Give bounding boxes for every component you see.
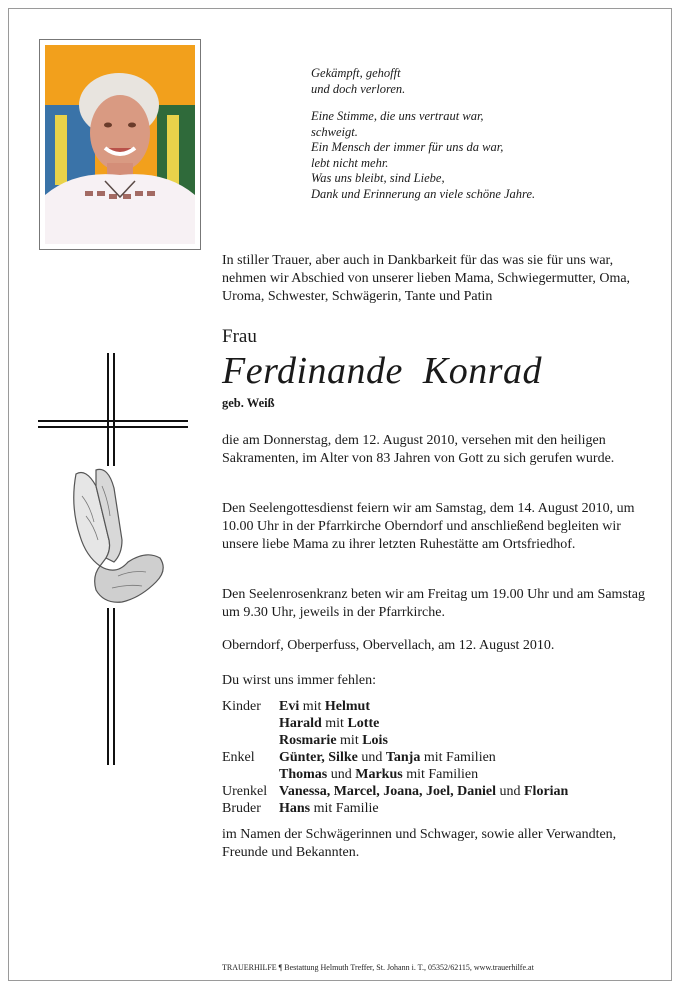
connector: mit — [423, 750, 443, 765]
poem-line: lebt nicht mehr. — [311, 155, 389, 170]
closing-paragraph: im Namen der Schwägerinnen und Schwager, sowie aller Verwandten, Freunde und Bekannten. — [222, 827, 617, 860]
great-grandchild-name: Florian — [524, 784, 569, 799]
death-paragraph: die am Donnerstag, dem 12. August 2010, versehen mit den heiligen Sakramenten, im Alter von 83 Jahren von Gott zu sich gerufen wurde. — [222, 433, 615, 466]
families-word: Familien — [446, 750, 496, 765]
partner-name: Helmut — [324, 699, 371, 714]
missing-line: Du wirst uns immer fehlen: — [222, 673, 376, 688]
service-paragraph: Den Seelengottesdienst feiern wir am Samstag, dem 14. August 2010, um 10.00 Uhr in der Pfarrkirche Oberndorf und anschließend begleiten wir unsere liebe Mama zu ihrer letzten Ruhestätte am Ortsfriedhof. — [222, 501, 635, 552]
poem-line: Ein Mensch der immer für uns da war, — [311, 140, 504, 154]
connector: mit — [313, 801, 333, 816]
great-grandchild-names: Vanessa, Marcel, Joana, Joel, Daniel — [279, 784, 496, 799]
partner-name: Lotte — [347, 716, 380, 731]
family-row — [222, 749, 568, 766]
grandchild-name: Thomas — [279, 767, 328, 782]
footer-brand: TRAUERHILFE — [222, 963, 277, 972]
connector: mit — [302, 699, 322, 714]
cross-horizontal-line — [38, 426, 188, 428]
footer-text: Bestattung Helmuth Treffer, St. Johann i. T., 05352/62115, www.trauerhilfe.at — [284, 963, 534, 972]
family-row — [222, 732, 568, 749]
child-name: Harald — [279, 716, 322, 731]
grandchild-name: Markus — [355, 767, 403, 782]
poem — [311, 66, 535, 214]
poem-line: Gekämpft, gehofft — [311, 66, 401, 80]
family-label: Urenkel — [222, 784, 268, 799]
poem-line: schweigt. — [311, 124, 358, 139]
connector: mit — [340, 733, 359, 748]
family-row — [222, 766, 568, 783]
poem-stanza-2 — [311, 109, 535, 202]
brother-name: Hans — [279, 801, 311, 816]
poem-line: Dank und Erinnerung an viele schöne Jahre. — [311, 186, 536, 201]
grandchild-names: Günter, Silke — [279, 750, 358, 765]
family-label: Kinder — [222, 699, 261, 714]
connector: mit — [406, 767, 425, 782]
family-row — [222, 783, 568, 800]
footer-logo-icon: ¶ — [278, 963, 283, 972]
connector: und — [330, 767, 352, 782]
child-name: Evi — [279, 699, 300, 714]
family-list — [222, 698, 568, 817]
family-word: Familie — [335, 801, 379, 816]
footer — [222, 963, 534, 972]
poem-line: Was uns bleibt, sind Liebe, — [311, 171, 445, 185]
family-row — [222, 715, 568, 732]
birth-name: geb. Weiß — [222, 396, 275, 410]
families-word: Familien — [428, 767, 479, 782]
partner-name: Lois — [362, 733, 388, 748]
connector: mit — [325, 716, 344, 731]
deceased-name: Ferdinande Konrad — [222, 350, 543, 392]
family-row — [222, 698, 568, 715]
poem-stanza-1 — [311, 66, 535, 97]
place-date: Oberndorf, Oberperfuss, Obervellach, am 12. August 2010. — [222, 638, 555, 653]
poem-line: und doch verloren. — [311, 81, 406, 96]
rosary-paragraph: Den Seelenrosenkranz beten wir am Freitag um 19.00 Uhr und am Samstag um 9.30 Uhr, jeweils in der Pfarrkirche. — [222, 587, 646, 620]
family-label: Bruder — [222, 801, 261, 816]
cross-horizontal-line — [38, 420, 188, 422]
connector: und — [361, 750, 383, 765]
portrait-image — [45, 45, 195, 244]
child-name: Rosmarie — [279, 733, 337, 748]
salutation: Frau — [222, 326, 257, 347]
praying-hands-icon — [56, 466, 168, 608]
grandchild-name: Tanja — [385, 750, 421, 765]
family-label: Enkel — [222, 750, 255, 765]
connector: und — [499, 784, 521, 799]
portrait-photo — [45, 45, 195, 244]
intro-text: In stiller Trauer, aber auch in Dankbarkeit für das was sie für uns war, nehmen wir Abschied von unserer lieben Mama, Schwiegermutter, Oma, Uroma, Schwester, Schwägerin, Tante und Patin — [222, 253, 631, 304]
family-row — [222, 800, 568, 817]
portrait-frame — [39, 39, 201, 250]
poem-line: Eine Stimme, die uns vertraut war, — [311, 109, 484, 123]
